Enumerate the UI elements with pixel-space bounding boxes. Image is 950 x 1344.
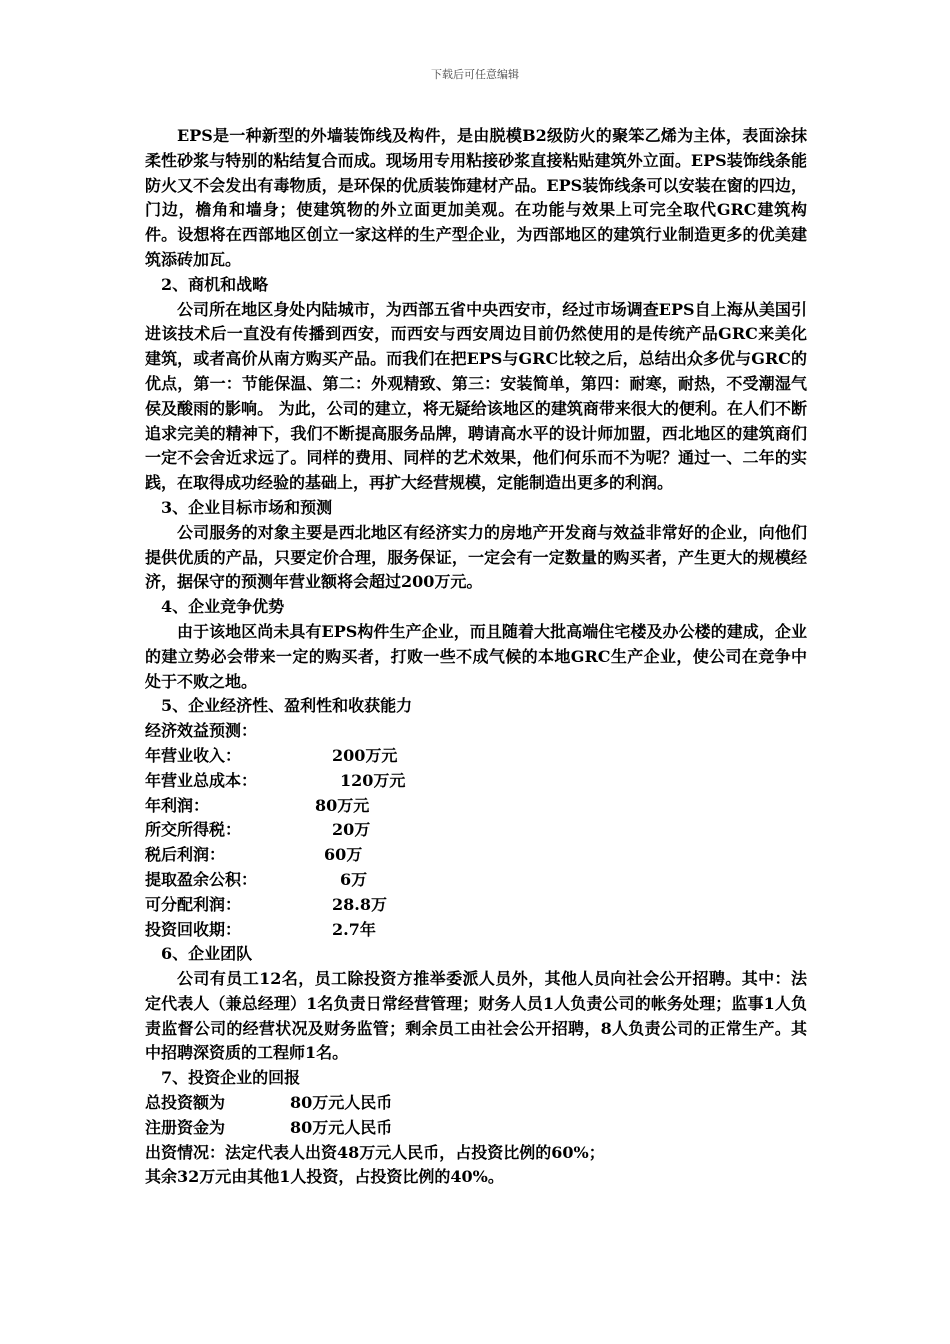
section-2-heading: 2、商机和战略 (161, 274, 269, 294)
investment-label: 总投资额为 (145, 1093, 226, 1113)
section-2-paragraph: 公司所在地区身处内陆城市，为西部五省中央西安市，经过市场调查EPS自上海从美国引进该技术后一直没有传播到西安，而西安与西安周边目前仍然使用的是传统产品GRC来美化建筑，或者高价从南方购买产品。而我们在把EPS与GRC比较之后，总结出众多优与GRC的优点，第一：节能保温、第二：外观精致、第三：安装简单，第四：耐寒，耐热，不受潮湿气侯及酸雨的影响。 为此，公司的建立，将无疑给该地区的建筑商带来很大的便利。在人们不断追求完美的精神下，我们不断提高服务品牌，聘请高水平的设计师加盟，西北地区的建筑商们一定不会舍近求远了。同样的费用、同样的艺术效果，他们何乐而不为呢？通过一、二年的实践，在取得成功经验的基础上，再扩大经营规模，定能制造出更多的利润。 (145, 299, 807, 493)
forecast-label: 投资回收期： (145, 919, 242, 939)
forecast-row (145, 744, 807, 769)
forecast-value: 80万元 (315, 795, 370, 815)
section-5-heading: 5、企业经济性、盈利性和收获能力 (161, 696, 413, 716)
document-body (145, 124, 807, 1190)
forecast-row (145, 794, 807, 819)
section-3-paragraph: 公司服务的对象主要是西北地区有经济实力的房地产开发商与效益非常好的企业，向他们提供优质的产品，只要定价合理，服务保证，一定会有一定数量的购买者，产生更大的规模经济，据保守的预测年营业额将会超过200万元。 (145, 522, 807, 592)
forecast-label: 年利润： (145, 795, 210, 815)
investment-row (145, 1091, 807, 1116)
section-4-paragraph: 由于该地区尚未具有EPS构件生产企业，而且随着大批高端住宅楼及办公楼的建成，企业的建立势必会带来一定的购买者，打败一些不成气候的本地GRC生产企业，使公司在竞争中处于不败之地。 (145, 621, 807, 691)
forecast-label: 年营业收入： (145, 745, 242, 765)
forecast-row (145, 818, 807, 843)
forecast-value: 2.7年 (332, 919, 376, 939)
forecast-value: 20万 (332, 820, 371, 840)
contribution-line: 出资情况：法定代表人出资48万元人民币，占投资比例的60%； (145, 1142, 605, 1162)
forecast-subheading: 经济效益预测： (145, 721, 258, 741)
forecast-row (145, 868, 807, 893)
forecast-value: 120万元 (340, 770, 406, 790)
section-6-heading: 6、企业团队 (161, 944, 253, 964)
investment-value: 80万元人民币 (290, 1117, 393, 1137)
forecast-value: 60万 (324, 845, 363, 865)
forecast-value: 28.8万 (332, 894, 387, 914)
page-header: 下载后可任意编辑 (431, 68, 519, 81)
section-4-heading: 4、企业竞争优势 (161, 597, 285, 617)
section-7-heading: 7、投资企业的回报 (161, 1068, 301, 1088)
forecast-row (145, 769, 807, 794)
investment-value: 80万元人民币 (290, 1093, 393, 1113)
section-3-heading: 3、企业目标市场和预测 (161, 497, 333, 517)
section-6-paragraph: 公司有员工12名，员工除投资方推举委派人员外，其他人员向社会公开招聘。其中：法定代表人（兼总经理）1名负责日常经营管理；财务人员1人负责公司的帐务处理；监事1人负责监督公司的经营状况及财务监管；剩余员工由社会公开招聘，8人负责公司的正常生产。其中招聘深资质的工程师1名。 (145, 969, 807, 1063)
forecast-value: 6万 (340, 869, 368, 889)
contribution-line: 其余32万元由其他1人投资，占投资比例的40%。 (145, 1167, 504, 1187)
forecast-label: 年营业总成本： (145, 770, 258, 790)
forecast-row (145, 843, 807, 868)
forecast-row (145, 893, 807, 918)
intro-paragraph: EPS是一种新型的外墙装饰线及构件，是由脱模B2级防火的聚笨乙烯为主体，表面涂抹柔性砂浆与特别的粘结复合而成。现场用专用粘接砂浆直接粘贴建筑外立面。EPS装饰线条能防火又不会发出有毒物质，是环保的优质装饰建材产品。EPS装饰线条可以安装在窗的四边，门边，檐角和墙身；使建筑物的外立面更加美观。在功能与效果上可完全取代GRC建筑构件。设想将在西部地区创立一家这样的生产型企业，为西部地区的建筑行业制造更多的优美建筑添砖加瓦。 (145, 126, 807, 269)
forecast-label: 提取盈余公积： (145, 869, 258, 889)
forecast-label: 所交所得税： (145, 820, 242, 840)
forecast-label: 可分配利润： (145, 894, 242, 914)
investment-row (145, 1116, 807, 1141)
forecast-label: 税后利润： (145, 845, 226, 865)
forecast-row (145, 918, 807, 943)
investment-label: 注册资金为 (145, 1117, 226, 1137)
forecast-value: 200万元 (332, 745, 398, 765)
